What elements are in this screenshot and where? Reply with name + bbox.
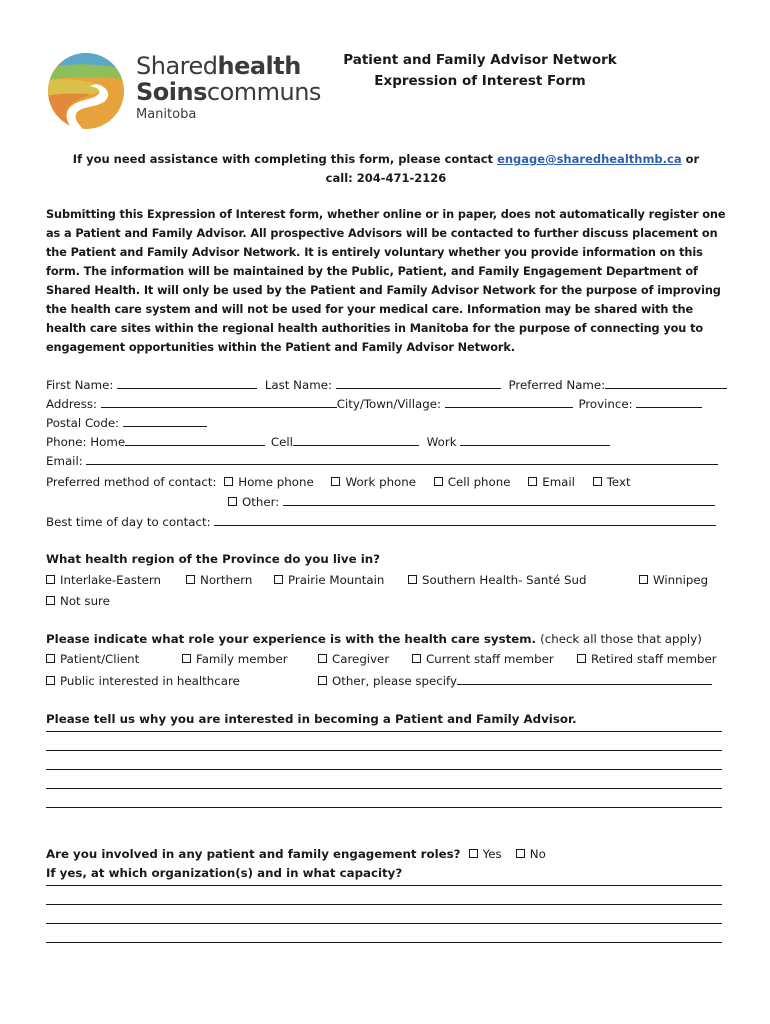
involvement-answer-line[interactable]	[46, 885, 722, 886]
checkbox-icon[interactable]	[186, 575, 195, 584]
role-other-field[interactable]	[457, 672, 712, 685]
involvement-followup: If yes, at which organization(s) and in what capacity?	[46, 866, 403, 880]
checkbox-icon[interactable]	[46, 676, 55, 685]
last-name-label: Last Name:	[264, 378, 332, 392]
contact-work-phone-option[interactable]: Work phone	[331, 473, 416, 491]
logo-manitoba: Manitoba	[136, 107, 197, 122]
checkbox-icon[interactable]	[469, 849, 478, 858]
address-field[interactable]	[101, 395, 337, 408]
contact-email-option[interactable]: Email	[528, 473, 575, 491]
contact-home-phone-option[interactable]: Home phone	[224, 473, 314, 491]
interest-question: Please tell us why you are interested in becoming a Patient and Family Advisor.	[46, 712, 577, 726]
logo-wordmark	[136, 54, 321, 121]
region-northern-option[interactable]: Northern	[186, 571, 252, 589]
contact-other-row	[228, 493, 715, 511]
checkbox-icon[interactable]	[318, 676, 327, 685]
city-label: City/Town/Village:	[336, 397, 441, 411]
first-name-label: First Name:	[46, 378, 114, 392]
region-prairie-mountain-option[interactable]: Prairie Mountain	[274, 571, 384, 589]
email-row	[46, 452, 718, 470]
phone-home-field[interactable]	[125, 433, 265, 446]
checkbox-icon[interactable]	[577, 654, 586, 663]
checkbox-icon[interactable]	[434, 477, 443, 486]
interest-answer-line[interactable]	[46, 807, 722, 808]
checkbox-icon[interactable]	[46, 575, 55, 584]
contact-other-field[interactable]	[283, 493, 715, 506]
checkbox-icon[interactable]	[318, 654, 327, 663]
city-field[interactable]	[445, 395, 573, 408]
region-southern-health-option[interactable]: Southern Health- Santé Sud	[408, 571, 586, 589]
name-row	[46, 376, 727, 394]
contact-text-option[interactable]: Text	[593, 473, 631, 491]
checkbox-icon[interactable]	[412, 654, 421, 663]
region-question: What health region of the Province do you live in?	[46, 552, 380, 566]
postal-row	[46, 414, 207, 432]
assistance-note	[46, 150, 726, 188]
cell-field[interactable]	[293, 433, 419, 446]
preferred-name-label: Preferred Name:	[508, 378, 606, 392]
assist-suffix: or	[681, 152, 700, 166]
cell-label: Cell	[270, 435, 293, 449]
assist-phone: call: 204-471-2126	[325, 171, 447, 185]
role-retired-staff-option[interactable]: Retired staff member	[577, 650, 717, 668]
involvement-answer-line[interactable]	[46, 904, 722, 905]
contact-cell-phone-option[interactable]: Cell phone	[434, 473, 511, 491]
checkbox-icon[interactable]	[46, 596, 55, 605]
preferred-contact-label: Preferred method of contact:	[46, 475, 217, 489]
checkbox-icon[interactable]	[593, 477, 602, 486]
interest-answer-line[interactable]	[46, 769, 722, 770]
involvement-question: Are you involved in any patient and family engagement roles? Yes No	[46, 847, 546, 861]
form-title-line2: Expression of Interest Form	[374, 73, 586, 89]
checkbox-icon[interactable]	[182, 654, 191, 663]
form-title-line1: Patient and Family Advisor Network	[343, 52, 617, 68]
work-field[interactable]	[460, 433, 610, 446]
involvement-yes-option[interactable]: Yes	[469, 847, 502, 861]
involvement-no-option[interactable]: No	[516, 847, 546, 861]
postal-code-label: Postal Code:	[46, 416, 120, 430]
region-not-sure-option[interactable]: Not sure	[46, 592, 110, 610]
disclaimer-paragraph: Submitting this Expression of Interest form, whether online or in paper, does not automatically register one as a Patient and Family Advisor. All prospective Advisors will be contacted to further discuss placement on the Patient and Family Advisor Network. It is entirely voluntary whether you provide information on this form. The information will be maintained by the Public, Patient, and Family Engagement Department of Shared Health. It will only be used by the Patient and Family Advisor Network for the purpose of improving the health care system and will not be used for your medical care. Information may be shared with the health care sites within the regional health authorities in Manitoba for the purpose of connecting you to engagement opportunities within the Patient and Family Advisor Network.	[46, 208, 726, 354]
region-winnipeg-option[interactable]: Winnipeg	[639, 571, 708, 589]
interest-answer-line[interactable]	[46, 788, 722, 789]
address-label: Address:	[46, 397, 97, 411]
first-name-field[interactable]	[117, 376, 257, 389]
email-field[interactable]	[86, 452, 718, 465]
checkbox-icon[interactable]	[274, 575, 283, 584]
involvement-answer-line[interactable]	[46, 923, 722, 924]
logo-communs: communs	[206, 78, 321, 106]
contact-other-label: Other:	[242, 495, 280, 509]
logo-health: health	[217, 52, 301, 80]
logo-shared: Shared	[136, 52, 218, 80]
checkbox-icon[interactable]	[331, 477, 340, 486]
engage-email-link[interactable]: engage@sharedhealthmb.ca	[497, 152, 682, 166]
role-current-staff-option[interactable]: Current staff member	[412, 650, 554, 668]
checkbox-icon[interactable]	[46, 654, 55, 663]
checkbox-icon[interactable]	[516, 849, 525, 858]
assist-prefix: If you need assistance with completing this form, please contact	[72, 152, 498, 166]
role-patient-option[interactable]: Patient/Client	[46, 650, 139, 668]
best-time-label: Best time of day to contact:	[46, 515, 211, 529]
checkbox-icon[interactable]	[224, 477, 233, 486]
shared-health-logo	[46, 50, 326, 132]
preferred-contact-row	[46, 473, 631, 491]
province-label: Province:	[578, 397, 633, 411]
logo-mark-icon	[46, 50, 128, 132]
best-time-row	[46, 513, 716, 531]
province-field[interactable]	[636, 395, 702, 408]
logo-soins: Soins	[136, 78, 207, 106]
work-label: Work	[426, 435, 457, 449]
role-public-option[interactable]: Public interested in healthcare	[46, 672, 240, 690]
role-caregiver-option[interactable]: Caregiver	[318, 650, 389, 668]
role-note: (check all those that apply)	[540, 632, 702, 646]
checkbox-icon[interactable]	[639, 575, 648, 584]
postal-code-field[interactable]	[123, 414, 207, 427]
involvement-answer-line[interactable]	[46, 942, 722, 943]
best-time-field[interactable]	[214, 513, 716, 526]
preferred-name-field[interactable]	[605, 376, 727, 389]
region-interlake-option[interactable]: Interlake-Eastern	[46, 571, 161, 589]
interest-answer-line[interactable]	[46, 731, 722, 732]
role-question: Please indicate what role your experience is with the health care system. (check all those that apply)	[46, 632, 702, 646]
last-name-field[interactable]	[336, 376, 501, 389]
interest-answer-line[interactable]	[46, 750, 722, 751]
role-family-member-option[interactable]: Family member	[182, 650, 288, 668]
form-title	[330, 50, 630, 92]
phone-row	[46, 433, 610, 451]
phone-home-label: Phone: Home	[46, 435, 126, 449]
contact-other-checkbox[interactable]	[228, 497, 237, 506]
role-other-option[interactable]: Other, please specify	[318, 672, 712, 690]
checkbox-icon[interactable]	[408, 575, 417, 584]
email-label: Email:	[46, 454, 83, 468]
checkbox-icon[interactable]	[528, 477, 537, 486]
address-row	[46, 395, 702, 413]
